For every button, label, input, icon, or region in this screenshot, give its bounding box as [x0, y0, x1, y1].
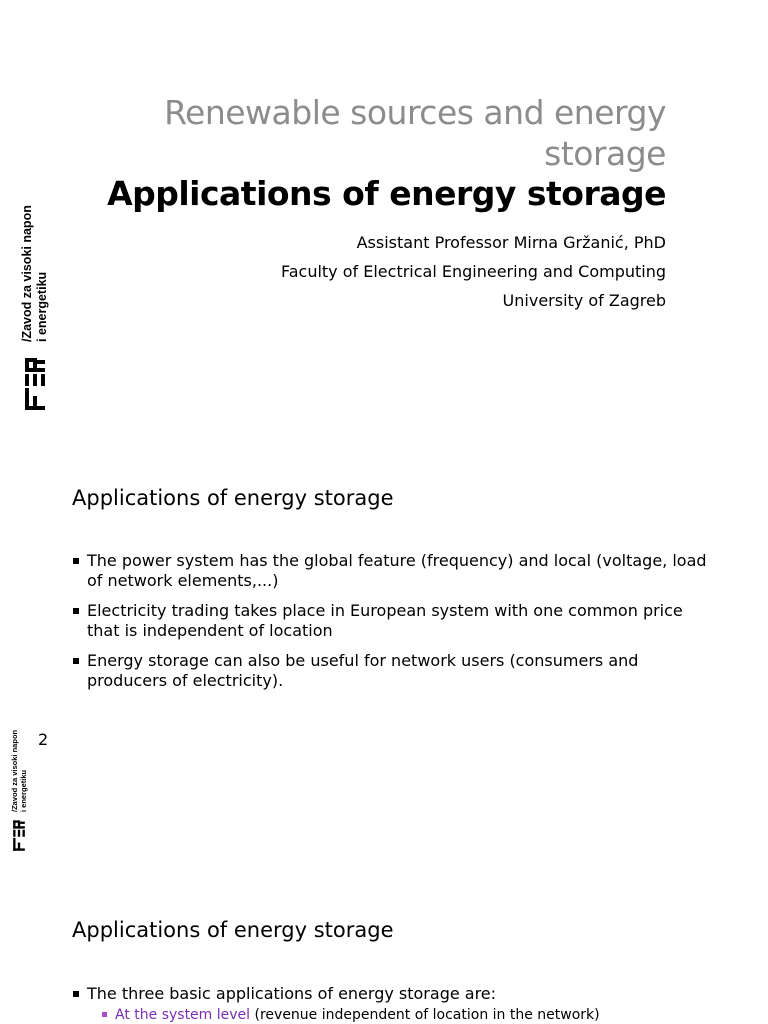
author-university: University of Zagreb [502, 291, 666, 310]
fer-logo-icon [23, 354, 47, 412]
sub-bullet-text: (revenue independent of location in the network) [250, 1007, 600, 1023]
institute-text [20, 205, 50, 342]
list-item [72, 651, 712, 691]
slide-heading: Applications of energy storage [72, 486, 394, 510]
bullet-list [72, 551, 712, 701]
side-brand-small [10, 730, 28, 852]
content-slide-3 [0, 864, 768, 1024]
author-info [281, 228, 666, 315]
list-item [72, 984, 712, 1024]
sub-bullet-list [87, 1006, 712, 1024]
square-bullet-icon [102, 1012, 107, 1017]
page-number: 2 [38, 730, 49, 749]
bullet-text: Energy storage can also be useful for network users (consumers and producers of electricity). [87, 651, 639, 690]
list-item [72, 551, 712, 591]
author-name: Assistant Professor Mirna Gržanić, PhD [356, 233, 666, 252]
slide-heading: Applications of energy storage [72, 918, 394, 942]
square-bullet-icon [73, 658, 79, 664]
square-bullet-icon [73, 991, 79, 997]
bullet-list [72, 984, 712, 1024]
sub-bullet-highlight: At the system level [115, 1007, 251, 1023]
bullet-text: The three basic applications of energy storage are: [87, 984, 497, 1003]
institute-line-2: i energetiku [19, 769, 28, 812]
content-slide-2 [0, 432, 768, 864]
author-faculty: Faculty of Electrical Engineering and Computing [280, 262, 666, 281]
square-bullet-icon [73, 608, 79, 614]
fer-logo-icon [12, 818, 26, 852]
sub-list-item [101, 1006, 712, 1024]
lecture-title: Applications of energy storage [107, 174, 666, 213]
institute-line-1: /Zavod za visoki napon [10, 729, 19, 812]
institute-line-2: i energetiku [35, 271, 49, 342]
title-slide [0, 0, 768, 432]
bullet-text: Electricity trading takes place in European system with one common price that is independent of location [87, 601, 683, 640]
institute-text [10, 730, 28, 812]
course-title: Renewable sources and energy storage [164, 93, 666, 173]
side-brand [20, 205, 50, 412]
square-bullet-icon [73, 558, 79, 564]
list-item [72, 601, 712, 641]
title-block [106, 92, 666, 214]
institute-line-1: /Zavod za visoki napon [20, 205, 34, 342]
bullet-text: The power system has the global feature (frequency) and local (voltage, load of network elements,...) [87, 551, 707, 590]
